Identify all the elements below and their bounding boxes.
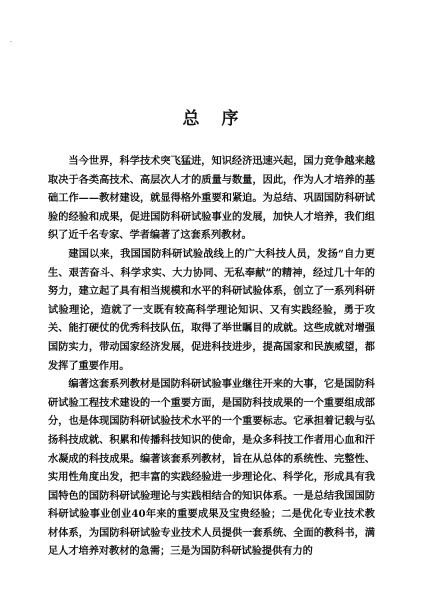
paragraph-3: 编著这套系列教材是国防科研试验事业继往开来的大事，它是国防科研试验工程技术建设的一个重要方面，是国防科技成果的一个重要组成部分，也是体现国防科研试验技术水平的一个重要标志。它承担着记载与弘扬科技成就、积累和传播科技知识的使命，是众多科技工作者用心血和汗水凝成的科技成果。编著该套系列教材，旨在从总体的系统性、完整性、实用性角度出发，把丰富的实践经验进一步理论化、科学化，形成具有我国特色的国防科研试验理论与实践相结合的知识体系。一是总结我国国防科研试验事业创业40年来的重要成果及宝贵经验；二是优化专业技术教材体系，为国防科研试验专业技术人员提供一套系统、全面的教科书，满足人才培养对教材的急需；三是为国防科研试验提供有力的 [48, 378, 375, 558]
paragraph-1: 当今世界，科学技术突飞猛进，知识经济迅速兴起，国力竞争越来越取决于各类高技术、高层次人才的质量与数量，因此，作为人才培养的基础工作——教材建设，就显得格外重要和紧迫。为总结、巩固国防科研试验的经验和成果，促进国防科研试验事业的发展，加快人才培养，我们组织了近千名专家、学者编著了这套系列教材。 [48, 155, 375, 242]
body-text [48, 152, 375, 561]
page-title: 总序 [182, 109, 261, 129]
corner-mark: · [10, 39, 12, 46]
paragraph-2: 建国以来，我国国防科研试验战线上的广大科技人员，发扬“自力更生、艰苦奋斗、科学求实、大力协同、无私奉献”的精神，经过几十年的努力，建立起了具有相当规模和水平的科研试验体系，创立了一系列科研试验理论，造就了一支既有较高科学理论知识、又有实践经验，勇于攻关、能打硬仗的优秀科技队伍，取得了举世瞩目的成就。这些成就对增强国防实力，带动国家经济发展，促进科技进步，提高国家和民族威望，都发挥了重要作用。 [48, 247, 375, 372]
